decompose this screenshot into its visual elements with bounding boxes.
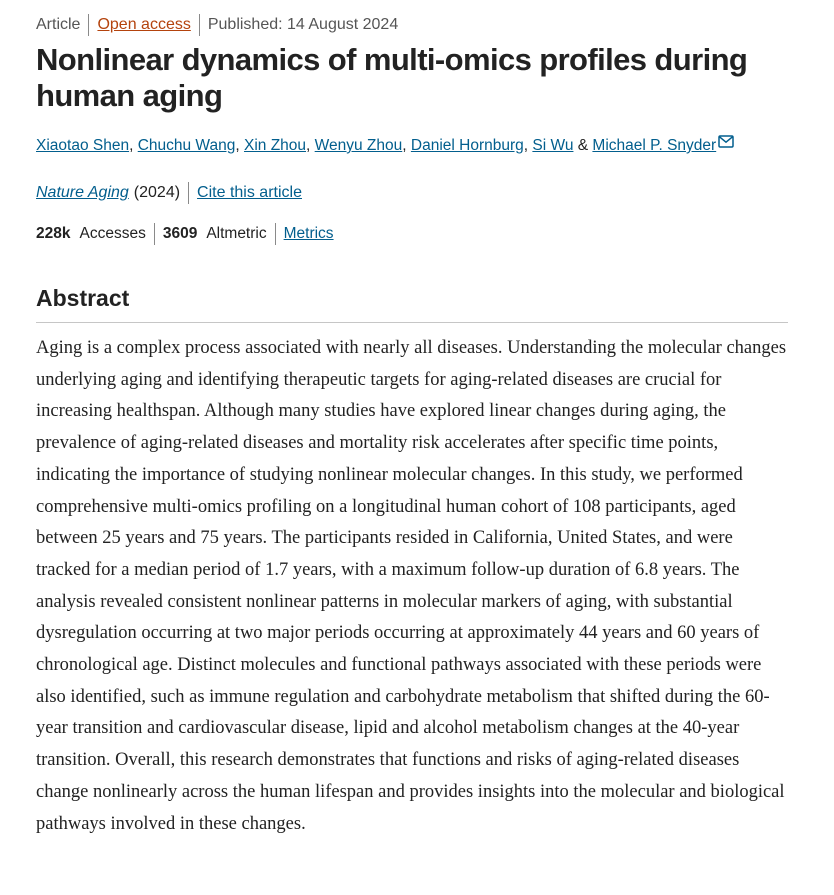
author-link[interactable]: Wenyu Zhou <box>314 137 403 154</box>
article-title: Nonlinear dynamics of multi-omics profiles during human aging <box>36 42 748 113</box>
metrics-link[interactable]: Metrics <box>283 225 334 242</box>
section-divider <box>36 322 788 323</box>
mail-icon[interactable] <box>718 135 734 153</box>
citation-row <box>36 182 302 204</box>
article-type: Article <box>36 16 81 33</box>
divider <box>199 14 200 36</box>
published-date: Published: 14 August 2024 <box>207 16 399 33</box>
author-link[interactable]: Si Wu <box>532 137 574 154</box>
author-link-corresponding[interactable]: Michael P. Snyder <box>592 137 717 154</box>
altmetric-score: 3609 <box>162 225 198 242</box>
abstract-text: Aging is a complex process associated with nearly all diseases. Understanding the molecular changes underlying aging and identifying therapeutic targets for aging-related diseases are crucial for increasing healthspan. Although many studies have explored linear changes during aging, the prevalence of aging-related diseases and mortality risk accelerates after specific time points, indicating the importance of studying nonlinear molecular changes. In this study, we performed comprehensive multi-omics profiling on a longitudinal human cohort of 108 participants, aged between 25 years and 75 years. The participants resided in California, United States, and were tracked for a median period of 1.7 years, with a maximum follow-up duration of 6.8 years. The analysis revealed consistent nonlinear patterns in molecular markers of aging, with substantial dysregulation occurring at two major periods occurring at approximately 44 years and 60 years of chronological age. Distinct molecules and functional pathways associated with these periods were also identified, such as immune regulation and carbohydrate metabolism that shifted during the 60-year transition and cardiovascular disease, lipid and alcohol metabolism changes at the 40-year transition. Overall, this research demonstrates that functions and risks of aging-related diseases change nonlinearly across the human lifespan and provides insights into the molecular and biological pathways involved in these changes. <box>36 338 787 834</box>
open-access-link[interactable]: Open access <box>97 16 191 33</box>
author-link[interactable]: Chuchu Wang <box>137 137 236 154</box>
divider <box>275 223 276 245</box>
publication-year: (2024) <box>133 184 181 201</box>
divider <box>88 14 89 36</box>
cite-article-link[interactable]: Cite this article <box>197 184 302 201</box>
author-link[interactable]: Xin Zhou <box>243 137 307 154</box>
accesses-label: Accesses <box>79 225 146 242</box>
author-link[interactable]: Xiaotao Shen <box>36 137 130 154</box>
article-meta <box>36 14 398 36</box>
abstract-heading: Abstract <box>36 285 130 311</box>
author-conjunction: & <box>577 137 589 154</box>
accesses-count: 228k <box>36 225 71 242</box>
author-list: Xiaotao Shen, Chuchu Wang, Xin Zhou, Wenyu Zhou, Daniel Hornburg, Si Wu & Michael P. Snyder <box>36 137 734 155</box>
author-link[interactable]: Daniel Hornburg <box>410 137 524 154</box>
divider <box>188 182 189 204</box>
divider <box>154 223 155 245</box>
journal-link[interactable]: Nature Aging <box>36 184 129 201</box>
metrics-row <box>36 223 334 245</box>
altmetric-label: Altmetric <box>206 225 267 242</box>
